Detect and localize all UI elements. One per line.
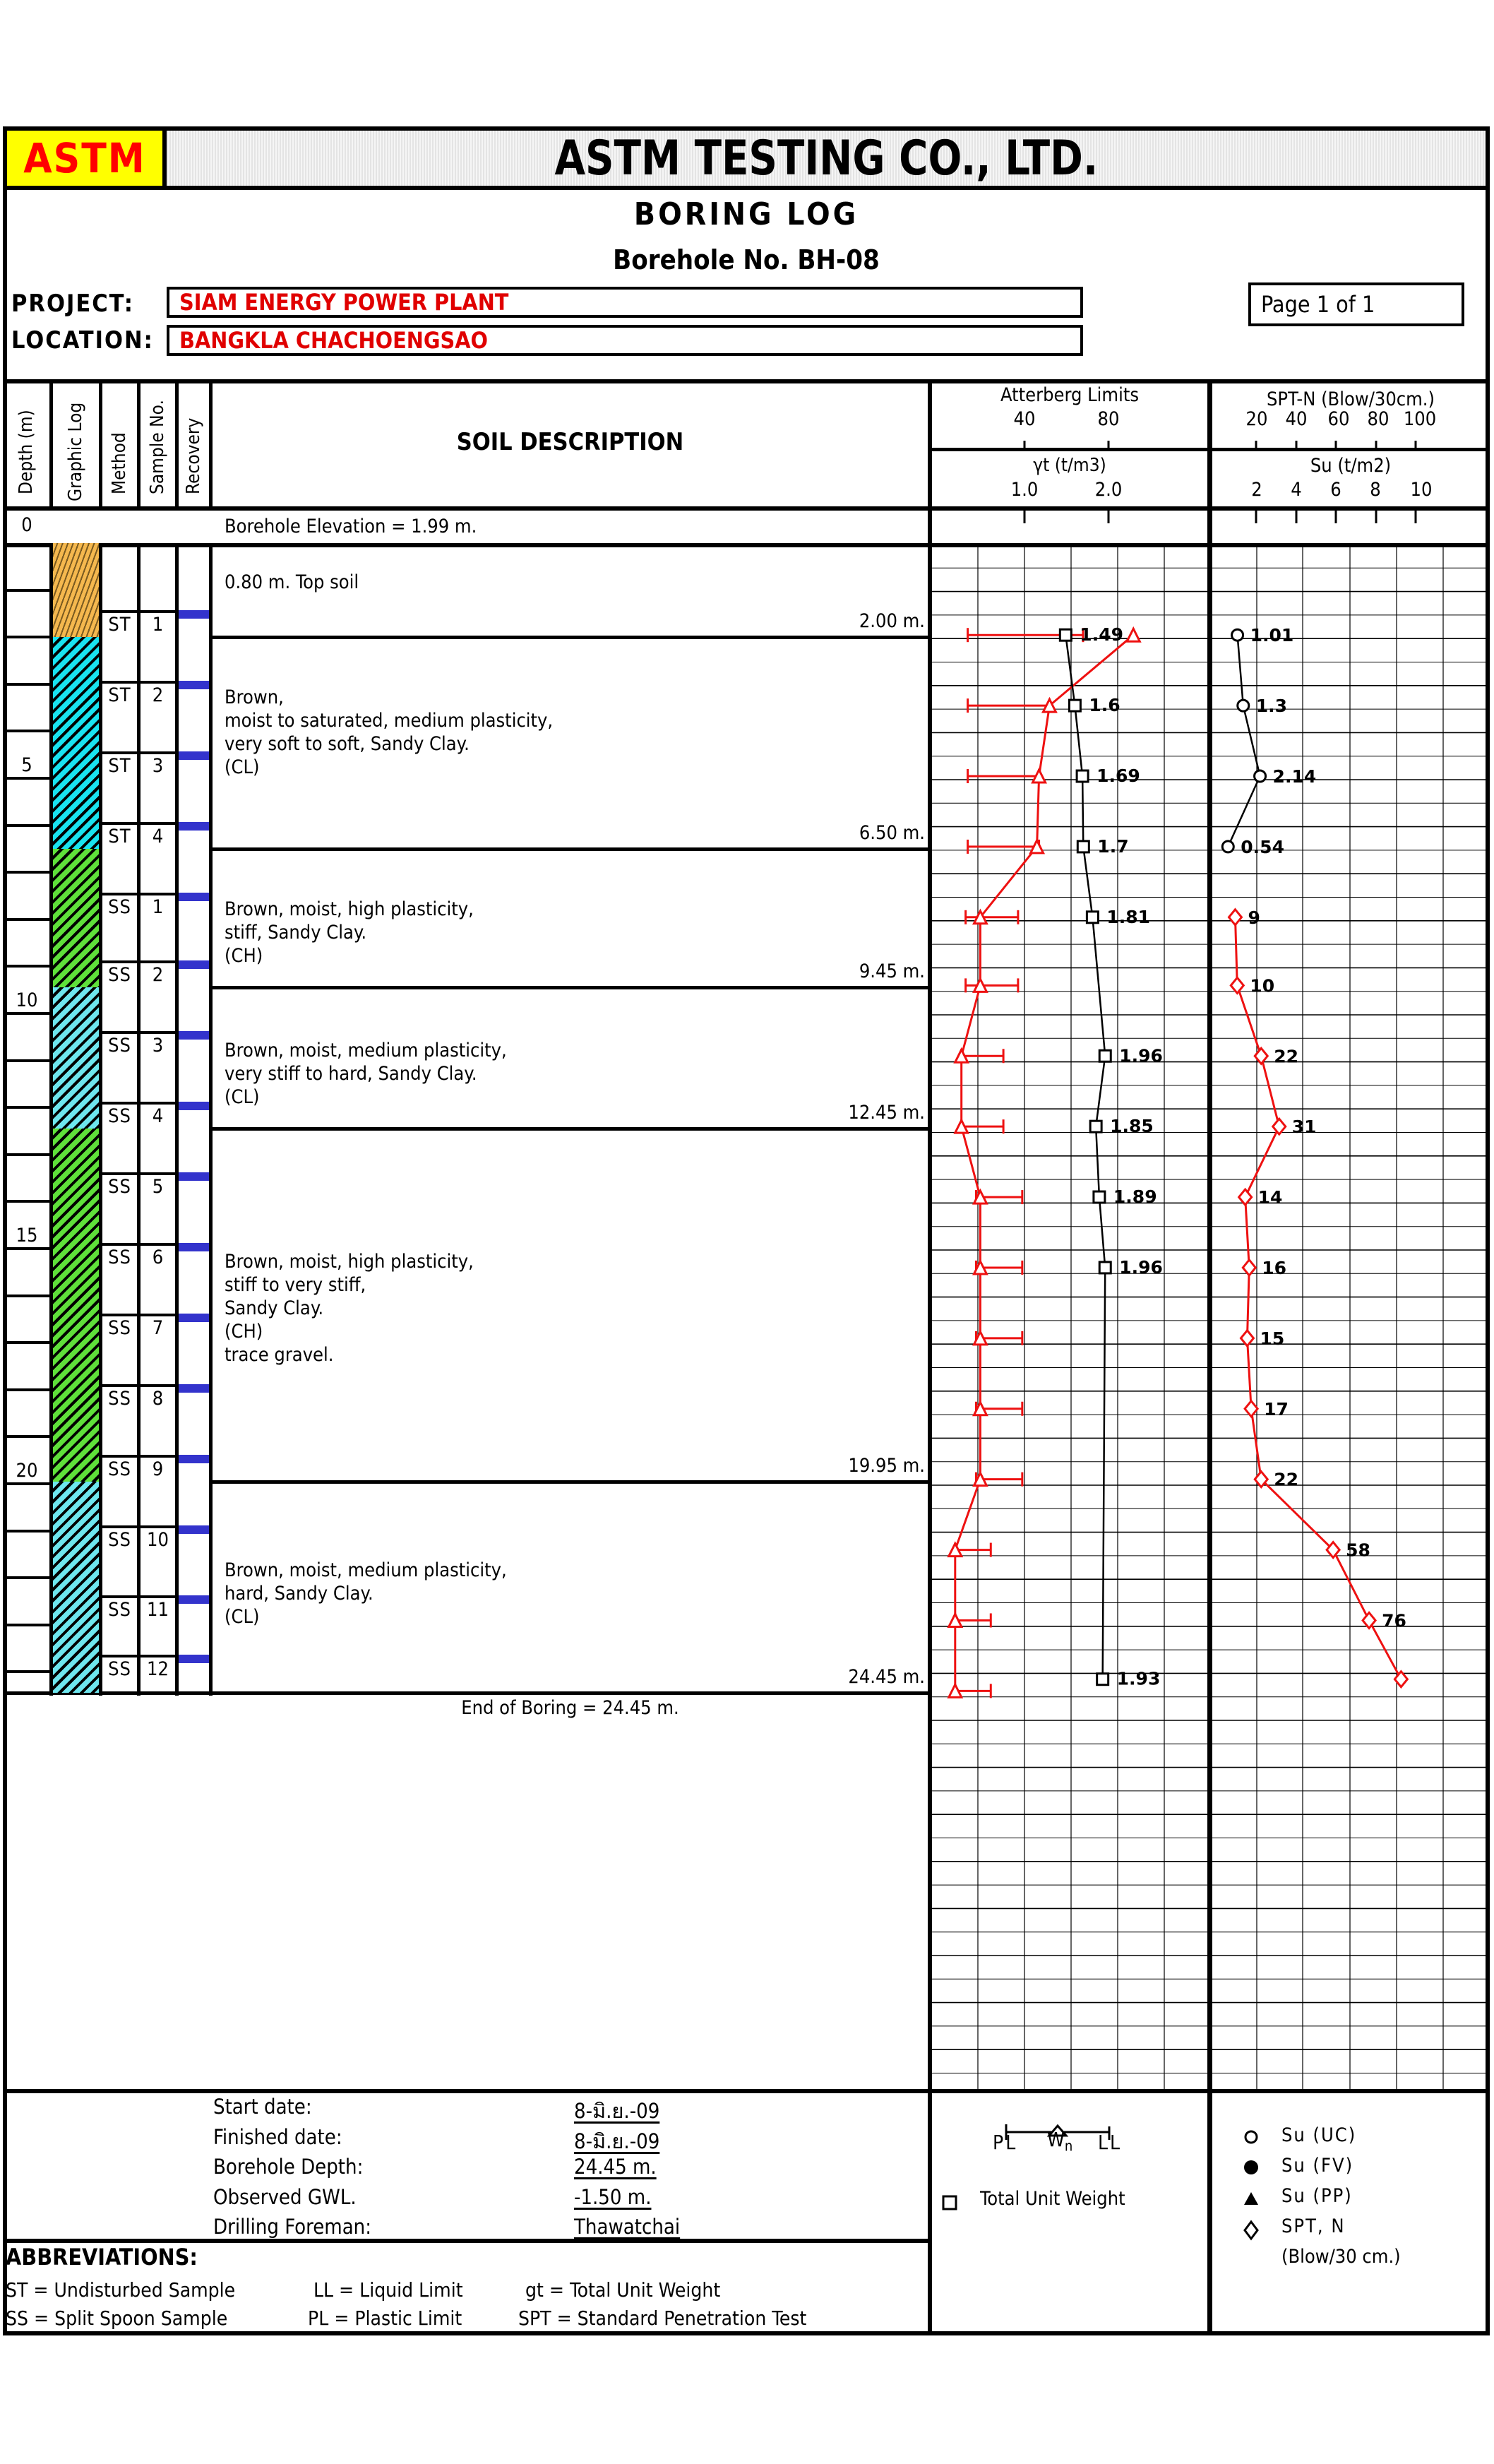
unit-weight-value: 1.7 <box>1097 835 1129 857</box>
depth-tick <box>3 1482 51 1485</box>
footer-info-value: -1.50 m. <box>574 2184 652 2209</box>
depth-tick <box>3 1247 51 1250</box>
spt-su-chart <box>1212 547 1490 2089</box>
su-value: 0.54 <box>1241 836 1284 857</box>
spt-tick-40: 40 <box>1285 408 1308 430</box>
depth-label: 15 <box>16 1225 38 1246</box>
spt-value: 10 <box>1250 975 1275 996</box>
sample-number: 3 <box>141 1031 175 1058</box>
doc-title: BORING LOG <box>633 196 859 232</box>
graphic-log-layer <box>53 987 99 1129</box>
graphic-log-layer <box>53 543 99 637</box>
col-divider-3 <box>175 546 179 1696</box>
sample-method: SS <box>102 1031 137 1058</box>
unit-weight-square-icon <box>1060 629 1071 641</box>
layer-boundary <box>210 1480 929 1484</box>
soil-description-line: very soft to soft, Sandy Clay. <box>225 733 470 756</box>
depth-tick <box>3 1153 51 1156</box>
layer-boundary <box>210 986 929 989</box>
sample-number: 12 <box>141 1655 175 1682</box>
footer-info-label: Finished date: <box>213 2124 342 2149</box>
spt-diamond-icon <box>1245 2222 1257 2239</box>
su-axis-title: Su (t/m2) <box>1310 455 1392 477</box>
graphic-log-layer <box>53 637 99 849</box>
footer-info-value: 8-มิ.ย.-09 <box>574 2129 660 2153</box>
depth-tick <box>3 1059 51 1062</box>
sample-number: 1 <box>141 610 175 637</box>
graphic-log-layer <box>53 1482 99 1694</box>
su-tick-8: 8 <box>1370 479 1381 501</box>
sample-method: SS <box>102 1595 137 1622</box>
su-uc-circle-icon <box>1238 700 1249 711</box>
sample-method: ST <box>102 610 137 637</box>
depth-tick <box>3 1200 51 1203</box>
sample-method: SS <box>102 1525 137 1552</box>
soil-description-line: 0.80 m. Top soil <box>225 571 359 593</box>
su-uc-circle-icon <box>1255 770 1266 782</box>
soil-description-line: (CL) <box>225 1085 260 1108</box>
location-value: BANGKLA CHACHOENGSAO <box>179 327 488 354</box>
soil-description-line: Brown, moist, high plasticity, <box>225 898 474 920</box>
location-label: LOCATION: <box>11 326 154 355</box>
soil-description-line: Brown, moist, high plasticity, <box>225 1251 474 1273</box>
col-header-method: Method <box>109 432 130 494</box>
spt-diamond-icon <box>1245 1401 1257 1417</box>
footer-info-label: Drilling Foreman: <box>213 2215 372 2239</box>
soil-description-line: Brown, <box>225 686 284 709</box>
sample-number: 6 <box>141 1243 175 1270</box>
sample-method: SS <box>102 1455 137 1482</box>
sample-method: SS <box>102 960 137 987</box>
unit-weight-value: 1.96 <box>1119 1045 1163 1066</box>
depth-tick <box>3 777 51 780</box>
recovery-bar <box>179 751 209 760</box>
atterberg-tick-80: 80 <box>1097 408 1120 430</box>
sample-method: SS <box>102 1243 137 1270</box>
col-header-recovery: Recovery <box>183 417 204 494</box>
graphic-log-layer <box>53 849 99 987</box>
legend-blow-unit: (Blow/30 cm.) <box>1281 2246 1401 2268</box>
abbrev-gt: gt = Total Unit Weight <box>525 2278 721 2302</box>
footer-info-label: Borehole Depth: <box>213 2155 364 2179</box>
recovery-bar <box>179 610 209 619</box>
col-header-soil-description: SOIL DESCRIPTION <box>456 428 684 456</box>
recovery-bar <box>179 1102 209 1110</box>
abbrev-spt: SPT = Standard Penetration Test <box>518 2307 807 2330</box>
unit-weight-square-icon <box>1094 1191 1105 1203</box>
soil-description-line: (CL) <box>225 1605 260 1628</box>
depth-tick <box>3 636 51 638</box>
depth-zero-label: 0 <box>21 514 32 536</box>
abbrev-pl: PL = Plastic Limit <box>308 2307 462 2330</box>
spt-value: 22 <box>1274 1469 1299 1490</box>
recovery-bar <box>179 822 209 831</box>
su-tick-2: 2 <box>1251 479 1262 501</box>
soil-description-line: stiff to very stiff, <box>225 1274 366 1297</box>
sample-number: 2 <box>141 681 175 708</box>
soil-description-line: stiff, Sandy Clay. <box>225 921 367 944</box>
legend-wn-letter: W <box>1047 2128 1065 2151</box>
spt-tick-100: 100 <box>1403 408 1437 430</box>
soil-description-line: Brown, moist, medium plasticity, <box>225 1039 507 1061</box>
footer-info-value: 8-มิ.ย.-09 <box>574 2099 660 2123</box>
layer-boundary <box>210 847 929 851</box>
depth-tick <box>3 1435 51 1438</box>
recovery-bar <box>179 893 209 901</box>
depth-tick <box>3 965 51 968</box>
soil-description-line: trace gravel. <box>225 1344 334 1367</box>
end-of-boring: End of Boring = 24.45 m. <box>461 1697 679 1719</box>
unit-weight-value: 1.89 <box>1113 1186 1157 1208</box>
recovery-bar <box>179 1455 209 1463</box>
legend-su-uc: Su (UC) <box>1281 2124 1357 2146</box>
sample-number: 4 <box>141 1102 175 1129</box>
spt-diamond-icon <box>1229 910 1241 925</box>
gamma-tick-2: 2.0 <box>1094 479 1123 501</box>
recovery-bar <box>179 1243 209 1251</box>
col-header-sample-no: Sample No. <box>147 400 168 494</box>
recovery-bar <box>179 1595 209 1604</box>
soil-description-line: (CL) <box>225 756 260 779</box>
sample-method: SS <box>102 1384 137 1411</box>
spt-tick-20: 20 <box>1245 408 1268 430</box>
spt-value: 31 <box>1291 1117 1317 1138</box>
depth-tick <box>3 1106 51 1109</box>
depth-label: 20 <box>16 1460 38 1482</box>
recovery-bar <box>179 960 209 969</box>
sample-number: 10 <box>141 1525 175 1552</box>
spt-tick-80: 80 <box>1367 408 1390 430</box>
legend-total-unit-weight: Total Unit Weight <box>980 2188 1125 2210</box>
soil-description-line: very stiff to hard, Sandy Clay. <box>225 1062 477 1085</box>
depth-tick <box>3 824 51 827</box>
end-of-log-line <box>3 1691 929 1695</box>
page-text: Page 1 of 1 <box>1261 291 1375 318</box>
borehole-elevation: Borehole Elevation = 1.99 m. <box>225 516 477 537</box>
su-uc-circle-icon <box>1222 841 1233 852</box>
sample-method: SS <box>102 893 137 919</box>
wn-triangle-icon <box>1127 629 1140 641</box>
sample-number: 11 <box>141 1595 175 1622</box>
sample-number: 3 <box>141 751 175 778</box>
unit-weight-value: 1.49 <box>1080 624 1123 645</box>
layer-bottom-depth: 2.00 m. <box>859 610 925 633</box>
su-uc-circle-icon <box>1232 629 1243 641</box>
su-uc-circle-icon <box>1245 2131 1257 2143</box>
sample-number: 4 <box>141 822 175 849</box>
col-header-depth: Depth (m) <box>16 410 37 494</box>
unit-weight-square-icon <box>943 2196 956 2209</box>
sample-method: SS <box>102 1102 137 1129</box>
legend-pl: PL <box>993 2131 1018 2154</box>
layer-bottom-depth: 19.95 m. <box>848 1454 925 1477</box>
soil-description-line: (CH) <box>225 944 263 967</box>
atterberg-unit-weight-chart <box>932 547 1207 2089</box>
project-value: SIAM ENERGY POWER PLANT <box>179 289 509 316</box>
soil-description-line: (CH) <box>225 1321 263 1343</box>
unit-weight-value: 1.6 <box>1089 695 1120 716</box>
depth-tick <box>3 1012 51 1015</box>
spt-value: 14 <box>1257 1187 1283 1208</box>
sample-method: ST <box>102 681 137 708</box>
su-value: 2.14 <box>1272 766 1317 787</box>
company-name: ASTM TESTING CO., LTD. <box>554 130 1098 186</box>
abbreviations-divider <box>3 2239 929 2243</box>
unit-weight-square-icon <box>1090 1121 1101 1132</box>
layer-boundary <box>210 1127 929 1131</box>
su-tick-10: 10 <box>1410 479 1433 501</box>
unit-weight-square-icon <box>1099 1050 1111 1061</box>
soil-description-line: Sandy Clay. <box>225 1297 324 1320</box>
unit-weight-square-icon <box>1097 1674 1108 1685</box>
sample-method: SS <box>102 1172 137 1199</box>
unit-weight-square-icon <box>1069 700 1080 711</box>
abbrev-ll: LL = Liquid Limit <box>313 2278 463 2302</box>
su-value: 1.3 <box>1255 696 1288 717</box>
atterberg-title: Atterberg Limits <box>1000 384 1139 406</box>
sample-number: 2 <box>141 960 175 987</box>
unit-weight-square-icon <box>1077 770 1088 782</box>
layer-bottom-depth: 9.45 m. <box>859 960 925 983</box>
unit-weight-value: 1.93 <box>1116 1668 1161 1689</box>
footer-info-value: 24.45 m. <box>574 2155 657 2179</box>
footer-info-label: Start date: <box>213 2095 312 2119</box>
gamma-tick-1: 1.0 <box>1010 479 1039 501</box>
depth-tick <box>3 1624 51 1626</box>
sample-method: ST <box>102 751 137 778</box>
project-label: PROJECT: <box>11 290 134 318</box>
su-value: 1.01 <box>1250 625 1294 646</box>
legend-su-pp: Su (PP) <box>1281 2185 1353 2207</box>
recovery-bar <box>179 1384 209 1393</box>
layer-bottom-depth: 6.50 m. <box>859 821 925 844</box>
footer-info-value: Thawatchai <box>574 2215 681 2239</box>
recovery-bar <box>179 1655 209 1663</box>
depth-tick <box>3 589 51 592</box>
spt-value: 22 <box>1274 1046 1299 1067</box>
spt-value: 9 <box>1248 907 1260 928</box>
col-header-graphic-log: Graphic Log <box>65 402 86 501</box>
depth-tick <box>3 1341 51 1344</box>
spt-value: 15 <box>1260 1328 1285 1349</box>
sample-number: 8 <box>141 1384 175 1411</box>
unit-weight-square-icon <box>1099 1262 1111 1273</box>
sample-method: SS <box>102 1314 137 1340</box>
gamma-axis-title: γt (t/m3) <box>1033 455 1106 476</box>
depth-label: 10 <box>16 989 38 1011</box>
depth-tick <box>3 730 51 732</box>
layer-bottom-depth: 12.45 m. <box>848 1102 925 1124</box>
su-tick-4: 4 <box>1291 479 1302 501</box>
abbrev-ss: SS = Split Spoon Sample <box>6 2307 228 2330</box>
recovery-bar <box>179 1314 209 1322</box>
legend-wn-sub: n <box>1064 2137 1073 2155</box>
graphic-log-layer <box>53 1129 99 1482</box>
spt-diamond-icon <box>1231 977 1243 993</box>
sample-number: 5 <box>141 1172 175 1199</box>
depth-tick <box>3 871 51 874</box>
unit-weight-value: 1.81 <box>1106 906 1151 927</box>
depth-tick <box>3 1576 51 1579</box>
legend-ll: LL <box>1098 2131 1123 2154</box>
depth-tick <box>3 918 51 921</box>
su-fv-dot-icon <box>1244 2160 1258 2174</box>
spt-value: 17 <box>1264 1398 1289 1420</box>
soil-description-line: moist to saturated, medium plasticity, <box>225 710 554 732</box>
abbreviations-title: ABBREVIATIONS: <box>6 2244 198 2270</box>
sample-number: 7 <box>141 1314 175 1340</box>
recovery-bar <box>179 1525 209 1534</box>
soil-description-line: hard, Sandy Clay. <box>225 1582 374 1605</box>
sample-method: SS <box>102 1655 137 1682</box>
spt-value: 58 <box>1346 1540 1370 1561</box>
recovery-bar <box>179 681 209 689</box>
sample-number: 1 <box>141 893 175 919</box>
su-tick-6: 6 <box>1330 479 1341 501</box>
depth-tick <box>3 1295 51 1297</box>
legend-spt-n: SPT, N <box>1281 2215 1346 2237</box>
borehole-number: Borehole No. BH-08 <box>613 244 880 275</box>
unit-weight-value: 1.96 <box>1119 1256 1163 1278</box>
spt-value: 76 <box>1382 1610 1406 1631</box>
layer-boundary <box>210 636 929 639</box>
unit-weight-value: 1.85 <box>1110 1116 1154 1137</box>
atterberg-tick-40: 40 <box>1013 408 1036 430</box>
legend-wn <box>1047 2128 1072 2155</box>
legend-su-fv: Su (FV) <box>1281 2155 1354 2177</box>
logo-text: ASTM <box>23 134 146 182</box>
depth-tick <box>3 1388 51 1391</box>
spt-diamond-icon <box>1273 1119 1286 1134</box>
depth-label: 5 <box>21 754 32 776</box>
recovery-bar <box>179 1172 209 1181</box>
sample-number: 9 <box>141 1455 175 1482</box>
abbrev-st: ST = Undisturbed Sample <box>6 2278 236 2302</box>
footer-info-label: Observed GWL. <box>213 2184 357 2209</box>
recovery-bar <box>179 1031 209 1040</box>
unit-weight-square-icon <box>1077 841 1089 852</box>
spt-value: 16 <box>1262 1257 1287 1278</box>
su-pp-triangle-icon <box>1244 2192 1258 2205</box>
spt-axis-title: SPT-N (Blow/30cm.) <box>1267 388 1435 410</box>
unit-weight-square-icon <box>1087 912 1098 923</box>
sample-method: ST <box>102 822 137 849</box>
depth-tick <box>3 1530 51 1532</box>
spt-diamond-icon <box>1243 1260 1255 1275</box>
depth-tick <box>3 683 51 686</box>
layer-bottom-depth: 24.45 m. <box>848 1666 925 1689</box>
depth-tick <box>3 1670 51 1673</box>
spt-tick-60: 60 <box>1327 408 1350 430</box>
col-divider-4 <box>209 546 213 1696</box>
unit-weight-value: 1.69 <box>1096 766 1140 786</box>
soil-description-line: Brown, moist, medium plasticity, <box>225 1559 507 1581</box>
